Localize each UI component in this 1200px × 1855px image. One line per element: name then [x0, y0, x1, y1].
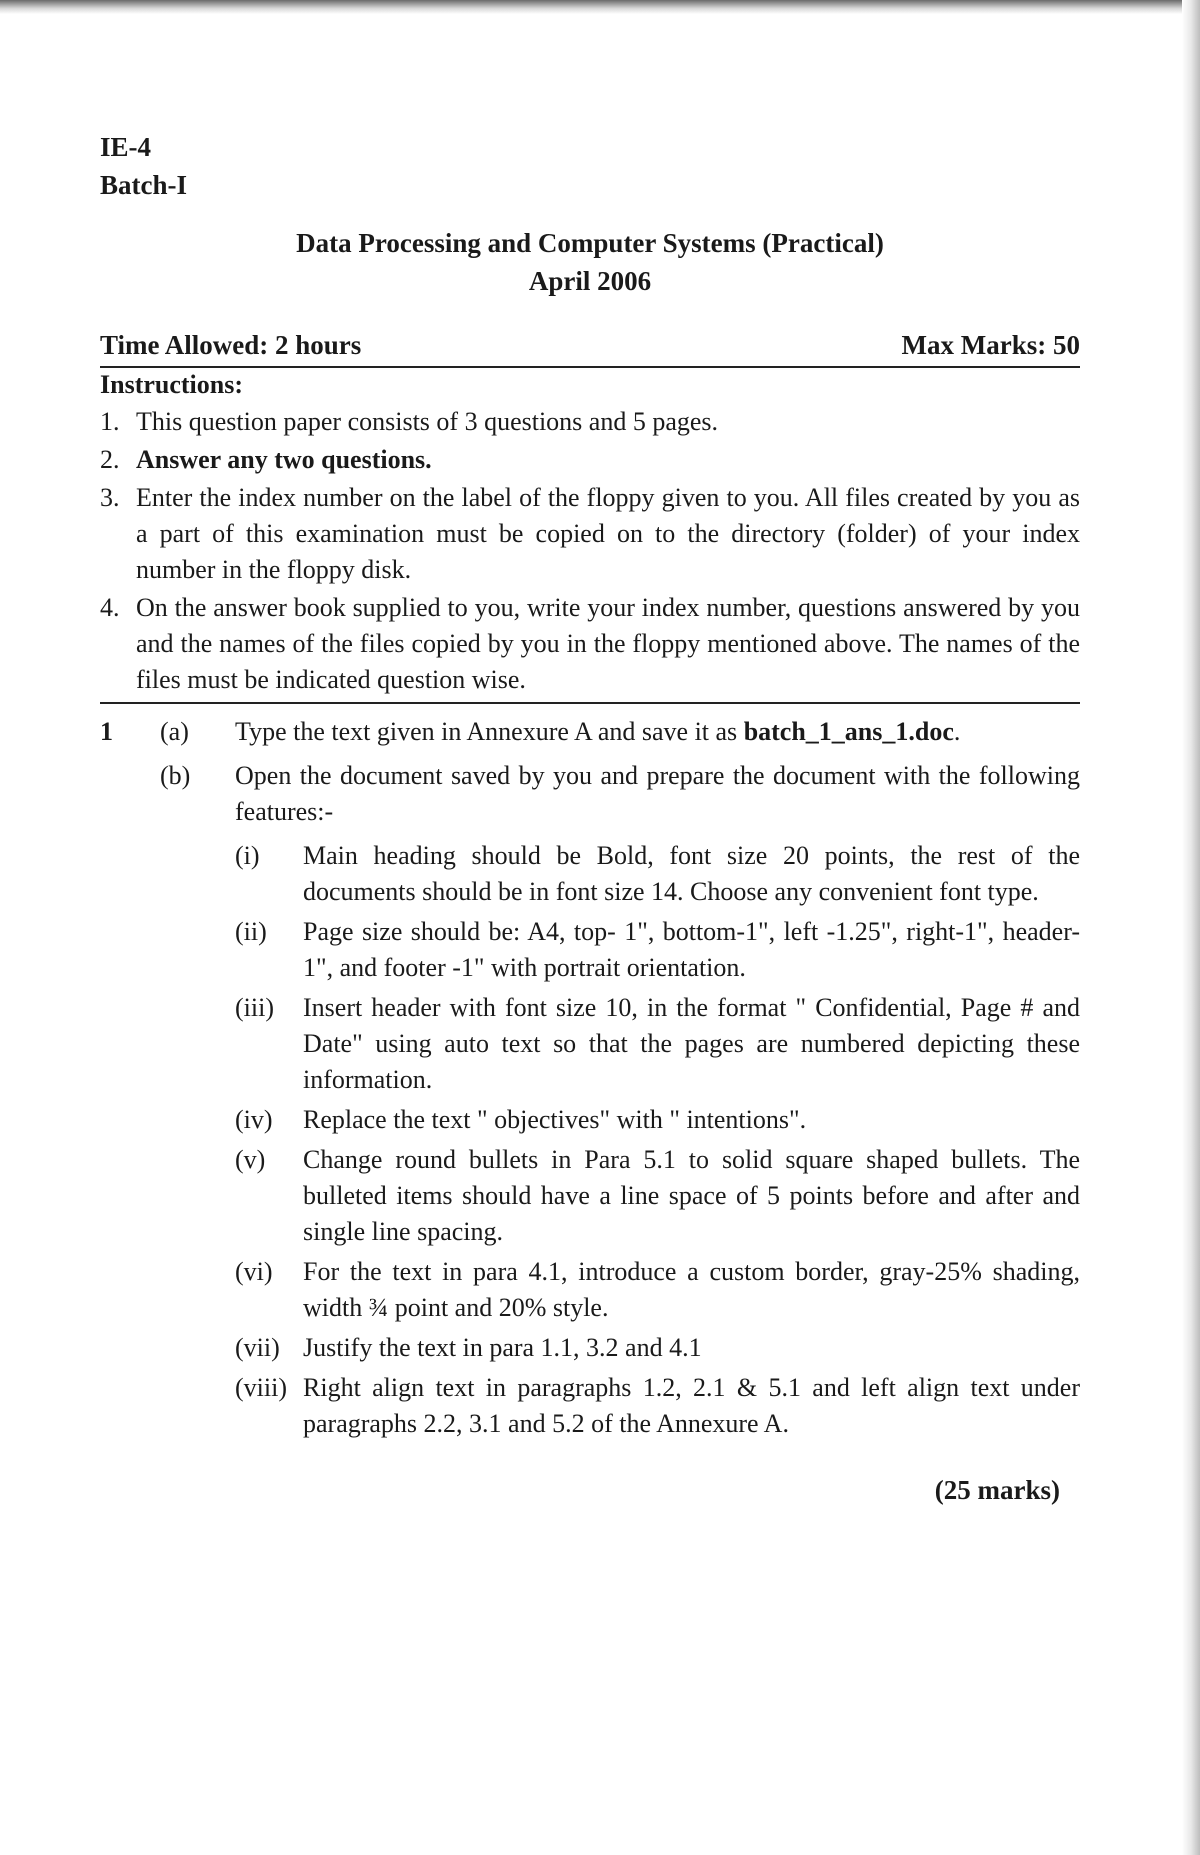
question-1-row [100, 714, 1080, 838]
part-a-text [235, 714, 1080, 750]
instruction-number: 2. [100, 445, 120, 474]
sub-item [235, 1330, 1080, 1366]
part-a-end: . [953, 717, 961, 746]
instructions-rule [100, 702, 1080, 704]
sub-text: Replace the text " objectives" with " intentions". [303, 1105, 807, 1134]
instruction-text: Enter the index number on the label of the floppy given to you. All files created by you as a part of this examination must be copied on to the directory (folder) of your index number in the floppy disk. [136, 483, 1080, 584]
instruction-number: 3. [100, 483, 120, 512]
instruction-text: Answer any two questions. [136, 445, 432, 474]
exam-page [100, 128, 1080, 1508]
question-marks: (25 marks) [934, 1475, 1060, 1505]
question-body [160, 714, 1080, 838]
instruction-text: On the answer book supplied to you, write your index number, questions answered by you and the names of the files copied by you in the floppy mentioned above. The names of the files must be indicated question wise. [136, 593, 1080, 694]
file-name: batch_1_ans_1.doc [743, 717, 954, 746]
sub-text: Page size should be: A4, top- 1", bottom-1", left -1.25", right-1", header-1", and footer -1" with portrait orientation. [303, 917, 1080, 982]
scan-right-edge [1182, 0, 1200, 1855]
sub-label: (iii) [235, 993, 274, 1022]
meta-row [100, 328, 1080, 362]
instructions-list [100, 404, 1080, 698]
part-a [160, 714, 1080, 750]
max-marks: Max Marks: 50 [901, 330, 1080, 360]
sub-item [235, 914, 1080, 986]
instruction-text: This question paper consists of 3 questions and 5 pages. [136, 407, 719, 436]
part-a-label: (a) [160, 717, 189, 746]
time-allowed: Time Allowed: 2 hours [100, 330, 362, 360]
instruction-item [100, 590, 1080, 698]
sub-text: Main heading should be Bold, font size 20 points, the rest of the documents should be in font size 14. Choose any convenient font type. [303, 841, 1080, 906]
part-b-label: (b) [160, 761, 191, 790]
part-b-text: Open the document saved by you and prepare the document with the following features:- [235, 761, 1080, 826]
sub-text: Insert header with font size 10, in the format " Confidential, Page # and Date" using auto text so that the pages are numbered depicting these information. [303, 993, 1080, 1094]
sub-label: (vi) [235, 1257, 273, 1286]
sub-text: Justify the text in para 1.1, 3.2 and 4.1 [303, 1333, 702, 1362]
sub-label: (ii) [235, 917, 267, 946]
instruction-item [100, 442, 1080, 478]
sub-text: Right align text in paragraphs 1.2, 2.1 & 5.1 and left align text under paragraphs 2.2, 3.1 and 5.2 of the Annexure A. [303, 1373, 1080, 1438]
sub-items [235, 838, 1080, 1442]
sub-text: Change round bullets in Para 5.1 to solid square shaped bullets. The bulleted items should have a line space of 5 points before and after and single line spacing. [303, 1145, 1080, 1246]
sub-item [235, 1370, 1080, 1442]
sub-item [235, 990, 1080, 1098]
part-a-instruction: Type the text given in Annexure A and save it as [235, 717, 738, 746]
sub-item [235, 1142, 1080, 1250]
question-number: 1 [100, 717, 113, 746]
batch-label: Batch-I [100, 170, 187, 200]
instruction-item [100, 480, 1080, 588]
sub-text: For the text in para 4.1, introduce a custom border, gray-25% shading, width ¾ point and 20% style. [303, 1257, 1080, 1322]
sub-item [235, 1254, 1080, 1326]
part-b [160, 758, 1080, 830]
sub-label: (viii) [235, 1373, 287, 1402]
sub-label: (iv) [235, 1105, 273, 1134]
instruction-number: 4. [100, 593, 120, 622]
instructions-heading: Instructions: [100, 370, 244, 399]
sub-label: (v) [235, 1145, 266, 1174]
scan-top-edge [0, 0, 1200, 14]
sub-label: (vii) [235, 1333, 280, 1362]
instruction-number: 1. [100, 407, 120, 436]
paper-code: IE-4 [100, 132, 152, 162]
question-1 [100, 714, 1080, 1508]
paper-title: Data Processing and Computer Systems (Practical) [296, 228, 884, 258]
sub-item [235, 838, 1080, 910]
exam-date: April 2006 [528, 266, 652, 296]
instruction-item [100, 404, 1080, 440]
sub-item [235, 1102, 1080, 1138]
sub-label: (i) [235, 841, 260, 870]
